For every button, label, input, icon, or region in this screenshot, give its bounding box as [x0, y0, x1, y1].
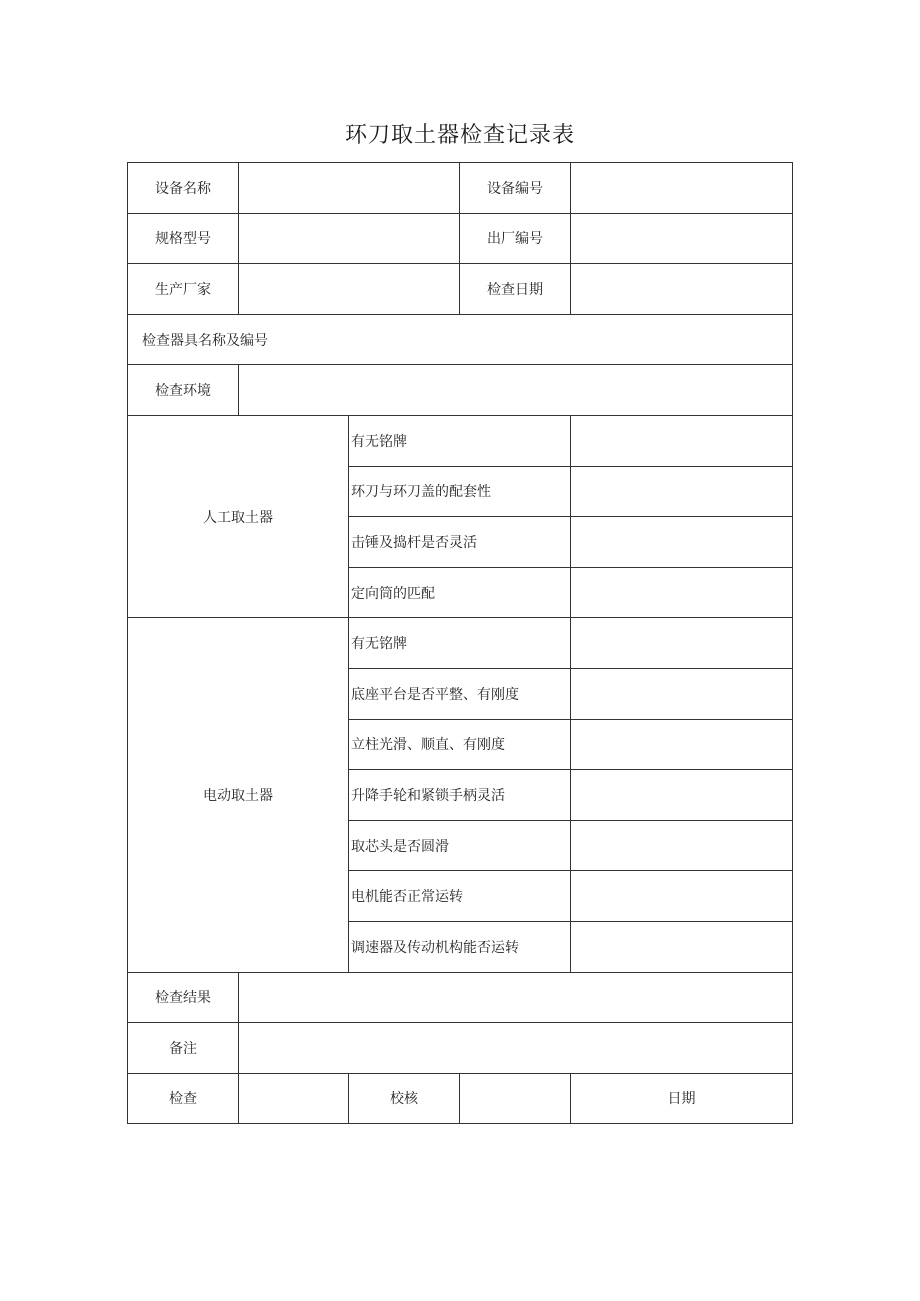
row-signatures — [128, 1073, 793, 1124]
device-name-field[interactable] — [239, 163, 460, 214]
check-date-label: 检查日期 — [460, 264, 571, 315]
reviewer-label: 校核 — [349, 1073, 460, 1124]
date-label: 日期 — [667, 1091, 696, 1108]
model-field[interactable] — [239, 213, 460, 264]
electric-result-2[interactable] — [571, 668, 793, 719]
manual-item-3: 击锤及捣杆是否灵活 — [349, 517, 571, 568]
electric-item-3: 立柱光滑、顺直、有刚度 — [349, 719, 571, 770]
factory-no-label: 出厂编号 — [460, 213, 571, 264]
manual-row-1 — [128, 415, 793, 466]
electric-item-1: 有无铭牌 — [349, 618, 571, 669]
environment-field[interactable] — [239, 365, 793, 416]
manual-sampler-label: 人工取土器 — [128, 415, 349, 617]
manual-result-3[interactable] — [571, 517, 793, 568]
manual-item-2: 环刀与环刀盖的配套性 — [349, 466, 571, 517]
manufacturer-field[interactable] — [239, 264, 460, 315]
instrument-field[interactable] — [128, 314, 793, 365]
electric-item-5: 取芯头是否圆滑 — [349, 820, 571, 871]
electric-result-1[interactable] — [571, 618, 793, 669]
electric-result-5[interactable] — [571, 820, 793, 871]
remark-field[interactable] — [239, 1023, 793, 1074]
manufacturer-label: 生产厂家 — [128, 264, 239, 315]
electric-item-7: 调速器及传动机构能否运转 — [349, 921, 571, 972]
row-environment — [128, 365, 793, 416]
row-manufacturer — [128, 264, 793, 315]
remark-label: 备注 — [128, 1023, 239, 1074]
result-field[interactable] — [239, 972, 793, 1023]
manual-result-2[interactable] — [571, 466, 793, 517]
checker-field[interactable] — [239, 1073, 349, 1124]
electric-sampler-label: 电动取土器 — [128, 618, 349, 972]
row-result — [128, 972, 793, 1023]
electric-result-3[interactable] — [571, 719, 793, 770]
instrument-label: 检查器具名称及编号 — [142, 332, 268, 349]
reviewer-field[interactable] — [460, 1073, 571, 1124]
manual-item-1: 有无铭牌 — [349, 415, 571, 466]
row-model — [128, 213, 793, 264]
electric-result-7[interactable] — [571, 921, 793, 972]
electric-item-6: 电机能否正常运转 — [349, 871, 571, 922]
electric-item-2: 底座平台是否平整、有刚度 — [349, 668, 571, 719]
electric-result-4[interactable] — [571, 770, 793, 821]
row-remark — [128, 1023, 793, 1074]
factory-no-field[interactable] — [571, 213, 793, 264]
row-instrument — [128, 314, 793, 365]
device-no-field[interactable] — [571, 163, 793, 214]
check-date-field[interactable] — [571, 264, 793, 315]
checker-label: 检查 — [128, 1073, 239, 1124]
manual-result-1[interactable] — [571, 415, 793, 466]
page-title: 环刀取土器检查记录表 — [344, 123, 575, 148]
date-field[interactable] — [571, 1073, 793, 1124]
result-label: 检查结果 — [128, 972, 239, 1023]
environment-label: 检查环境 — [128, 365, 239, 416]
model-label: 规格型号 — [128, 213, 239, 264]
device-no-label: 设备编号 — [460, 163, 571, 214]
electric-item-4: 升降手轮和紧锁手柄灵活 — [349, 770, 571, 821]
manual-item-4: 定向筒的匹配 — [349, 567, 571, 618]
inspection-record-table — [127, 162, 793, 1124]
manual-result-4[interactable] — [571, 567, 793, 618]
device-name-label: 设备名称 — [128, 163, 239, 214]
electric-row-1 — [128, 618, 793, 669]
row-device-name — [128, 163, 793, 214]
electric-result-6[interactable] — [571, 871, 793, 922]
